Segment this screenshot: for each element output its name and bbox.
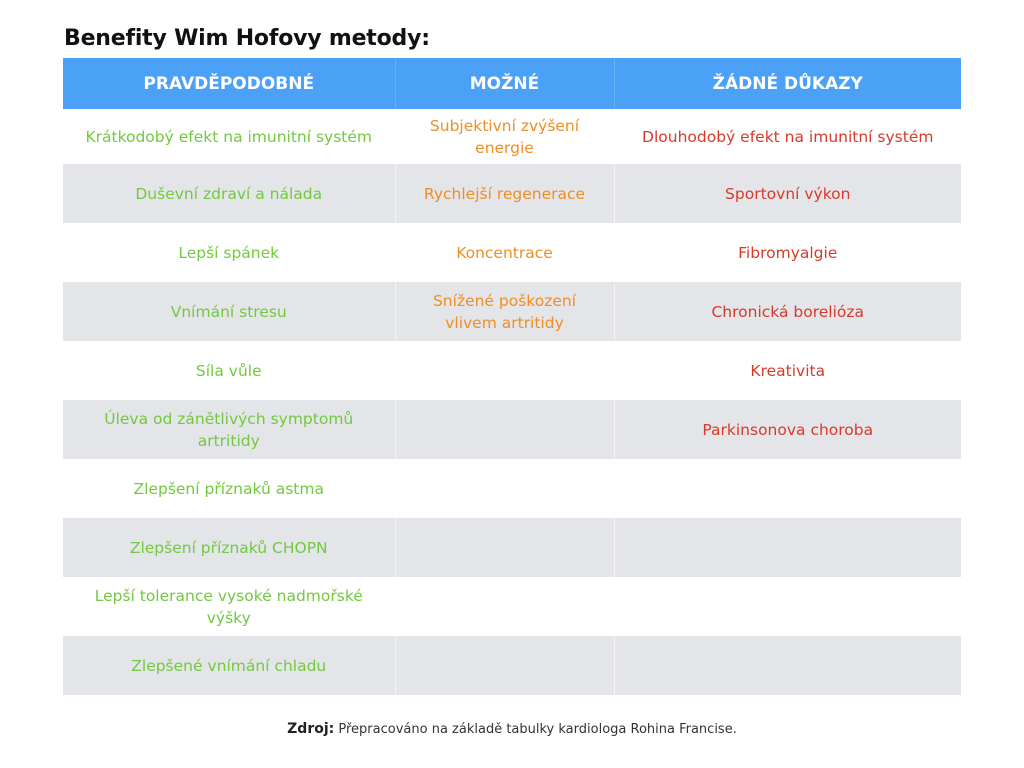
cell-no-evidence: Kreativita <box>614 341 961 400</box>
table-row <box>63 400 961 459</box>
cell-probable: Zlepšené vnímání chladu <box>63 636 395 695</box>
cell-possible <box>395 518 614 577</box>
header-possible: MOŽNÉ <box>395 58 614 109</box>
table-row <box>63 109 961 164</box>
cell-no-evidence <box>614 459 961 518</box>
cell-no-evidence: Chronická borelióza <box>614 282 961 341</box>
table-row <box>63 164 961 223</box>
cell-possible <box>395 400 614 459</box>
source-note <box>0 721 1024 737</box>
cell-no-evidence <box>614 577 961 636</box>
cell-probable: Vnímání stresu <box>63 282 395 341</box>
table-row <box>63 341 961 400</box>
cell-possible <box>395 459 614 518</box>
cell-no-evidence <box>614 636 961 695</box>
table-row <box>63 459 961 518</box>
cell-possible <box>395 577 614 636</box>
table-row <box>63 223 961 282</box>
table-row <box>63 636 961 695</box>
cell-no-evidence <box>614 518 961 577</box>
table-header-row <box>63 58 961 109</box>
cell-possible: Rychlejší regenerace <box>395 164 614 223</box>
cell-possible <box>395 636 614 695</box>
cell-probable: Síla vůle <box>63 341 395 400</box>
benefits-table-container <box>63 58 961 695</box>
cell-probable: Duševní zdraví a nálada <box>63 164 395 223</box>
table-row <box>63 518 961 577</box>
header-no-evidence: ŽÁDNÉ DŮKAZY <box>614 58 961 109</box>
cell-probable: Lepší tolerance vysoké nadmořské výšky <box>63 577 395 636</box>
cell-no-evidence: Parkinsonova choroba <box>614 400 961 459</box>
page-title: Benefity Wim Hofovy metody: <box>64 26 430 51</box>
cell-probable: Lepší spánek <box>63 223 395 282</box>
cell-possible: Subjektivní zvýšení energie <box>395 109 614 164</box>
cell-no-evidence: Sportovní výkon <box>614 164 961 223</box>
cell-no-evidence: Fibromyalgie <box>614 223 961 282</box>
source-label: Zdroj: <box>287 721 335 737</box>
cell-probable: Úleva od zánětlivých symptomů artritidy <box>63 400 395 459</box>
source-text: Přepracováno na základě tabulky kardiologa Rohina Francise. <box>338 722 737 737</box>
cell-probable: Zlepšení příznaků astma <box>63 459 395 518</box>
header-probable: PRAVDĚPODOBNÉ <box>63 58 395 109</box>
cell-probable: Krátkodobý efekt na imunitní systém <box>63 109 395 164</box>
table-row <box>63 282 961 341</box>
cell-possible <box>395 341 614 400</box>
benefits-table <box>63 58 961 695</box>
cell-possible: Koncentrace <box>395 223 614 282</box>
table-row <box>63 577 961 636</box>
cell-probable: Zlepšení příznaků CHOPN <box>63 518 395 577</box>
cell-no-evidence: Dlouhodobý efekt na imunitní systém <box>614 109 961 164</box>
cell-possible: Snížené poškození vlivem artritidy <box>395 282 614 341</box>
